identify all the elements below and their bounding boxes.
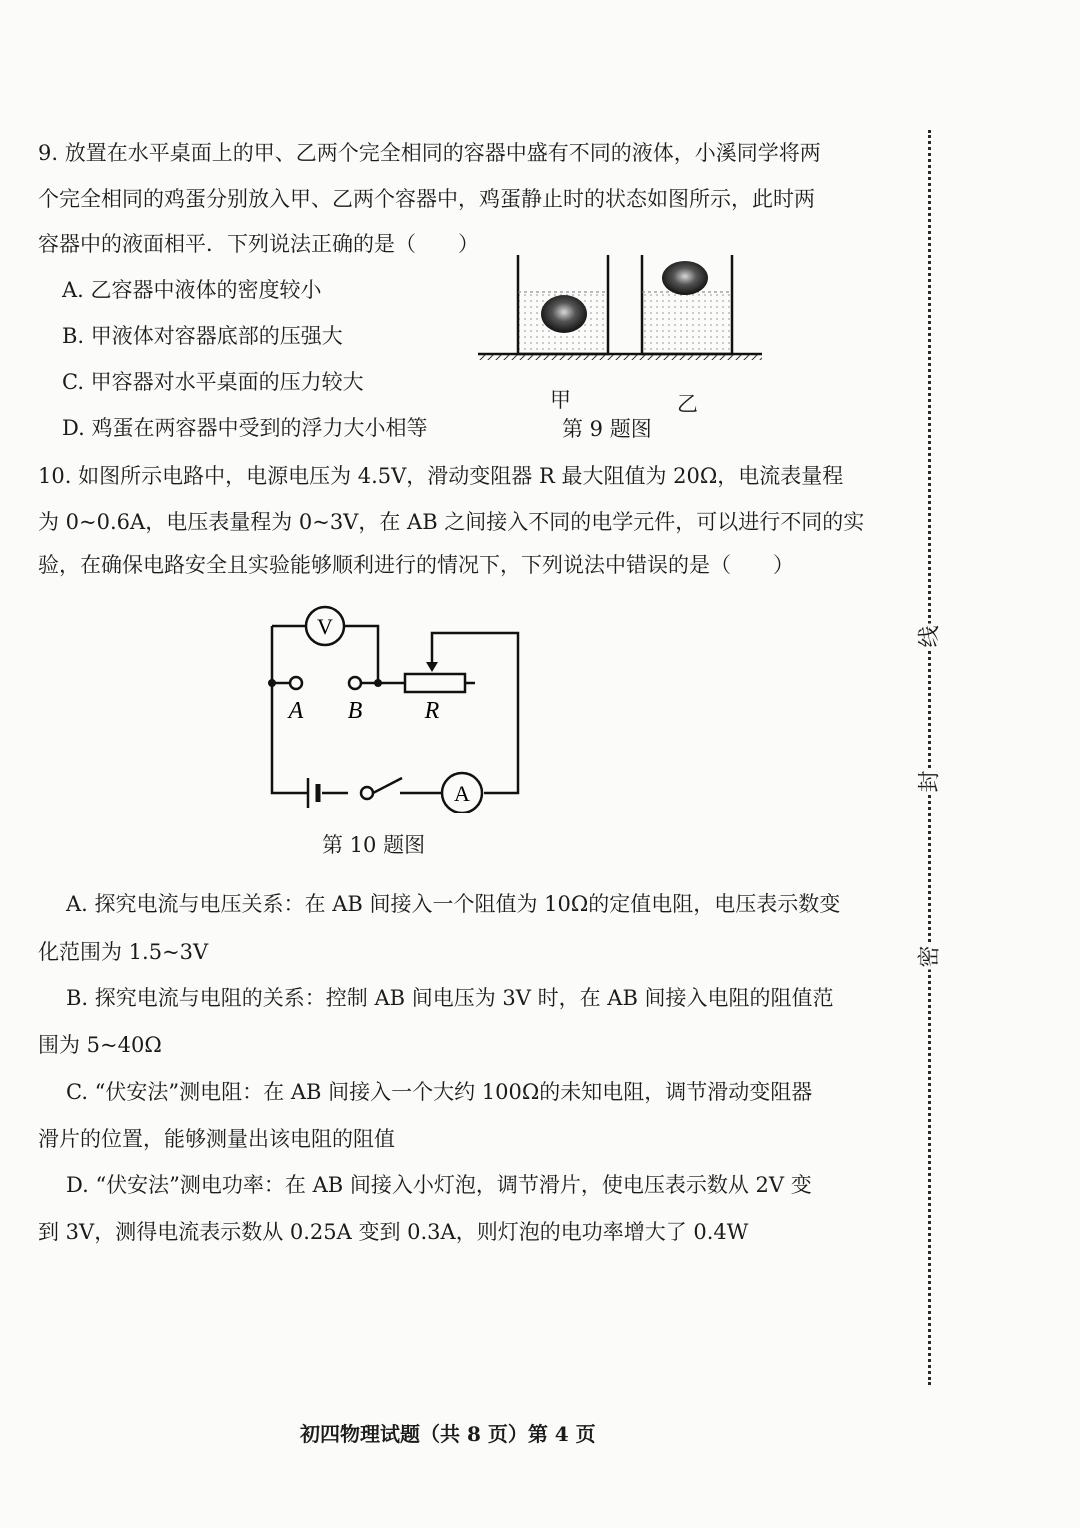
page-footer: 初四物理试题（共 8 页）第 4 页	[300, 1422, 596, 1446]
rheostat	[405, 674, 465, 692]
q9-stem-line-2: 个完全相同的鸡蛋分别放入甲、乙两个容器中，鸡蛋静止时的状态如图所示，此时两	[38, 187, 815, 211]
q10-option-c-line-2: 滑片的位置，能够测量出该电阻的阻值	[38, 1127, 395, 1151]
beaker-yi	[642, 255, 732, 354]
ammeter-label: A	[454, 781, 470, 806]
q9-option-d: D. 鸡蛋在两容器中受到的浮力大小相等	[62, 416, 428, 440]
terminal-a	[290, 677, 302, 689]
q10-option-d-line-2: 到 3V，测得电流表示数从 0.25A 变到 0.3A，则灯泡的电功率增大了 0.4W	[38, 1220, 749, 1244]
voltmeter	[306, 607, 344, 645]
q10-option-c-line-1: C. “伏安法”测电阻：在 AB 间接入一个大约 100Ω的未知电阻，调节滑动变阻器	[66, 1080, 813, 1104]
binding-label-xian: 线	[907, 623, 950, 649]
q10-option-a-line-1: A. 探究电流与电压关系：在 AB 间接入一个阻值为 10Ω的定值电阻，电压表示数变	[66, 892, 841, 916]
q9-label-yi: 乙	[677, 392, 698, 416]
q10-stem-line-2: 为 0~0.6A，电压表量程为 0~3V，在 AB 之间接入不同的电学元件，可以进行不同的实	[38, 510, 865, 534]
q9-option-c: C. 甲容器对水平桌面的压力较大	[62, 370, 364, 394]
ammeter	[442, 773, 482, 813]
q10-stem-line-3: 验，在确保电路安全且实验能够顺利进行的情况下，下列说法中错误的是（ ）	[38, 553, 794, 577]
q9-label-jia: 甲	[550, 388, 571, 412]
binding-label-mi: 密	[907, 943, 950, 969]
q10-stem-line-1: 10. 如图所示电路中，电源电压为 4.5V，滑动变阻器 R 最大阻值为 20Ω，电流表量程	[38, 464, 844, 488]
table-surface	[478, 354, 762, 360]
egg-jia	[541, 295, 587, 333]
q10-figure-caption: 第 10 题图	[322, 833, 426, 857]
beaker-jia	[518, 255, 608, 354]
binding-label-feng: 封	[907, 768, 950, 794]
q9-stem-line-3: 容器中的液面相平．下列说法正确的是（ ）	[38, 232, 479, 256]
q10-option-a-line-2: 化范围为 1.5~3V	[38, 940, 209, 964]
terminal-b	[349, 677, 361, 689]
terminal-b-label: B	[347, 698, 363, 724]
q10-option-b-line-1: B. 探究电流与电阻的关系：控制 AB 间电压为 3V 时，在 AB 间接入电阻的阻值范	[66, 986, 834, 1010]
rheostat-label: R	[424, 698, 440, 724]
voltmeter-label: V	[317, 614, 333, 639]
q9-figure-caption: 第 9 题图	[562, 417, 652, 441]
q10-circuit-diagram	[260, 598, 540, 813]
q9-option-a: A. 乙容器中液体的密度较小	[62, 278, 322, 302]
terminal-a-label: A	[288, 698, 304, 724]
q9-figure	[470, 250, 770, 360]
q10-option-b-line-2: 围为 5~40Ω	[38, 1033, 162, 1057]
q10-option-d-line-1: D. “伏安法”测电功率：在 AB 间接入小灯泡，调节滑片，使电压表示数从 2V 变	[66, 1173, 812, 1197]
binding-dotted-line	[928, 130, 931, 1385]
egg-yi	[662, 261, 708, 295]
q9-option-b: B. 甲液体对容器底部的压强大	[62, 324, 343, 348]
q9-stem-line-1: 9. 放置在水平桌面上的甲、乙两个完全相同的容器中盛有不同的液体，小溪同学将两	[38, 141, 821, 165]
